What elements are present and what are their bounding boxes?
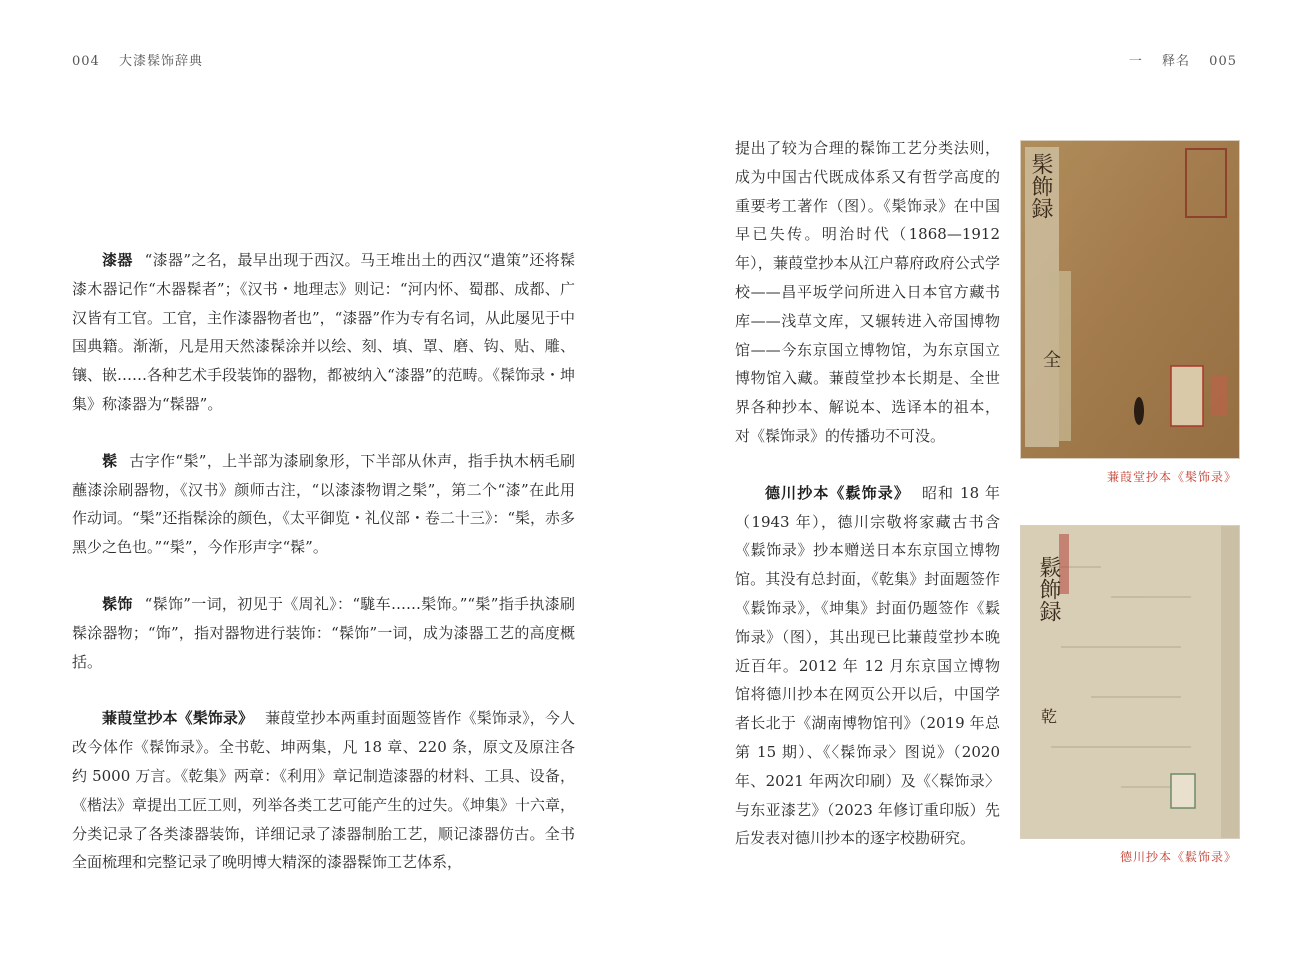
section-title: 释名 <box>1162 54 1191 69</box>
entry-text: 蒹葭堂抄本两重封面题签皆作《髤饰录》，今人改今体作《髹饰录》。全书乾、坤两集，凡 18 章、220 条，原文及原注各约 5000 万言。《乾集》两章：《利用》章记制造漆器的材料、工具、设备，《楷法》章提出工匠工则，列举各类工艺可能产生的过失。《坤集》十六章，分类记录了各类漆器装饰，详细记录了漆器制胎工艺，顺记漆器仿古。全书全面梳理和完整记录了晚明博大精深的漆器髹饰工艺体系， <box>72 709 575 872</box>
continuation-text: 提出了较为合理的髹饰工艺分类法则，成为中国古代既成体系又有哲学高度的重要考工著作（图）。《髤饰录》在中国早已失传。明治时代（1868—1912 年），蒹葭堂抄本从江户幕府政府公式学校——昌平坂学问所进入日本官方藏书库——浅草文库，又辗转进入帝国博物馆——今东京国立博物馆，为东京国立博物馆入藏。蒹葭堂抄本长期是、全世界各种抄本、解说本、选译本的祖本，对《髹饰录》的传播功不可没。 <box>735 139 1000 445</box>
entry-text: 昭和 18 年（1943 年），德川宗敬将家藏古书含《鬏饰录》抄本赠送日本东京国立博物馆。其没有总封面，《乾集》封面题签作《鬏饰录》，《坤集》封面仍题签作《鬏饰录》（图），其出现已比蒹葭堂抄本晚近百年。2012 年 12 月东京国立博物馆将德川抄本在网页公开以后，中国学者长北于《湖南博物馆刊》（2019 年总第 15 期）、《〈髹饰录〉图说》（2020 年、2021 年两次印刷）及《〈髹饰录〉与东亚漆艺》（2023 年修订重印版）先后发表对德川抄本的逐字校勘研究。 <box>735 483 1000 848</box>
entry-term: 漆器 <box>102 251 133 269</box>
section-number: 一 <box>1128 54 1143 69</box>
entry-xiu <box>72 447 575 562</box>
entry-term: 髹 <box>102 451 118 470</box>
entry-tokugawa <box>735 479 1000 853</box>
cover-label-1: 全 <box>1043 350 1061 371</box>
left-column <box>72 246 575 905</box>
entry-jianjiatang <box>72 704 575 877</box>
cover-label-2: 乾 <box>1041 707 1058 726</box>
entry-text: “漆器”之名，最早出现于西汉。马王堆出土的西汉“遣策”还将髹漆木器记作“木器髹者”；《汉书・地理志》则记：“河内怀、蜀郡、成都、广汉皆有工官。工官，主作漆器物者也”，“漆器”作为专有名词，从此屡见于中国典籍。渐渐，凡是用天然漆髹涂并以绘、刻、填、罩、磨、钩、贴、雕、镶、嵌……各种艺术手段装饰的器物，都被纳入“漆器”的范畴。《髹饰录・坤集》称漆器为“髹器”。 <box>72 251 576 413</box>
entry-lacquerware <box>72 246 575 419</box>
entry-term: 蒹葭堂抄本《髤饰录》 <box>102 709 254 728</box>
jianjiatang-cover-image <box>1020 140 1240 459</box>
left-page-number: 004 <box>72 54 100 69</box>
cover-title-2: 鬏飾録 <box>1036 556 1061 622</box>
right-column <box>735 134 1000 881</box>
entry-term: 髹饰 <box>102 594 133 613</box>
figure-caption-1: 蒹葭堂抄本《髤饰录》 <box>1106 470 1237 484</box>
entry-xiushi <box>72 590 575 676</box>
right-page-header <box>1129 50 1237 69</box>
entry-term: 德川抄本《鬏饰录》 <box>765 483 910 502</box>
tokugawa-cover-image <box>1020 525 1240 839</box>
figure-caption-2: 德川抄本《鬏饰录》 <box>1119 850 1237 864</box>
cover-title-1: 髤飾録 <box>1028 153 1053 219</box>
right-page-number: 005 <box>1209 54 1237 69</box>
left-page-header <box>72 50 203 69</box>
entry-text: 古字作“髤”，上半部为漆刷象形，下半部从休声，指手执木柄毛刷蘸漆涂刷器物，《汉书》颜师古注，“以漆漆物谓之髤”，第二个“漆”在此用作动词。“髤”还指髹涂的颜色，《太平御览・礼仪部・卷二十三》：“髤，赤多黑少之色也。”“髤”，今作形声字“髹”。 <box>72 451 576 557</box>
book-title: 大漆髹饰辞典 <box>118 54 203 69</box>
entry-text: “髹饰”一词，初见于《周礼》：“駹车……髤饰。”“髤”指手执漆刷髹涂器物；“饰”，指对器物进行装饰：“髹饰”一词，成为漆器工艺的高度概括。 <box>72 594 575 671</box>
